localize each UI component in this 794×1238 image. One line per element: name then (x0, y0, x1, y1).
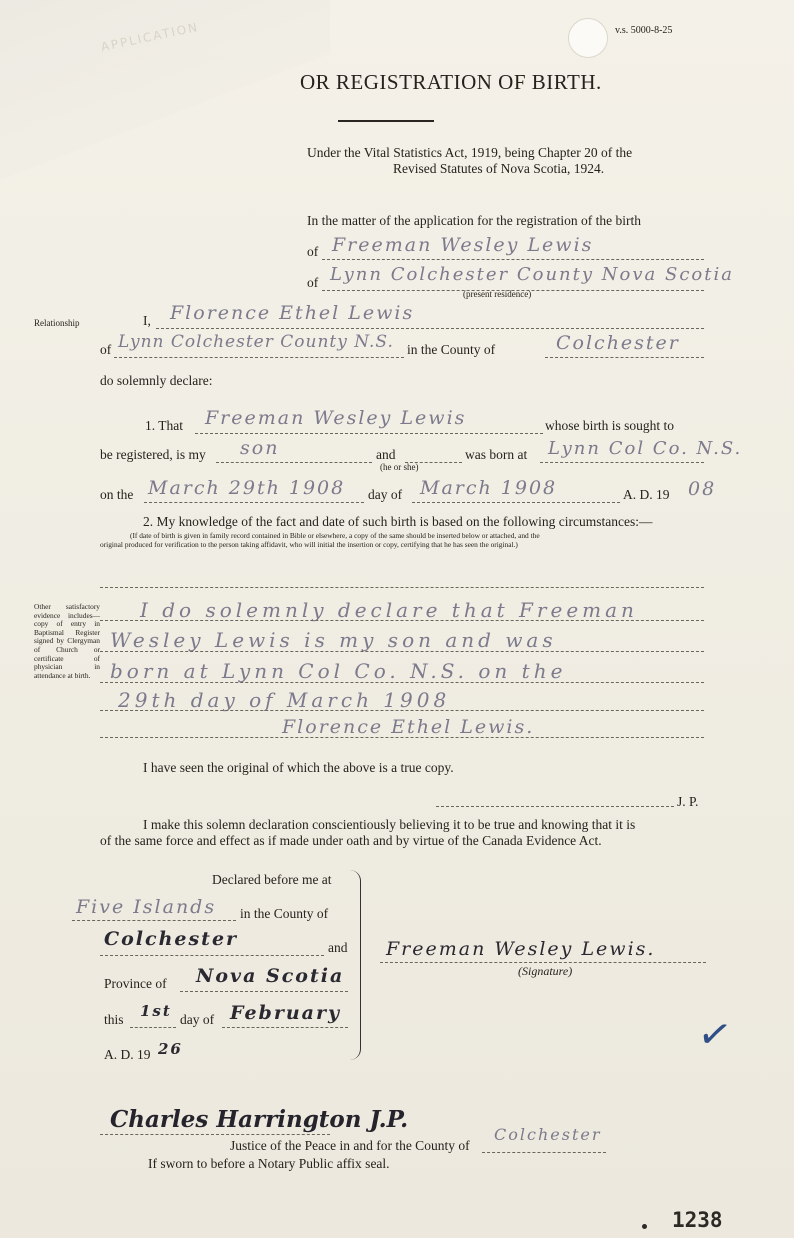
declared-before-label: Declared before me at (212, 872, 332, 887)
evidence-text-4: 29th day of March 1908 (118, 688, 451, 712)
line-relationship (216, 462, 372, 463)
residence-field: Lynn Colchester County Nova Scotia (330, 264, 734, 285)
born-at-field: Lynn Col Co. N.S. (548, 438, 743, 459)
birth-date-field: March 29th 1908 (148, 477, 346, 499)
relationship-label: Relationship (34, 318, 80, 328)
ad-year-2-field: 26 (158, 1040, 183, 1058)
declarant-name-field: Florence Ethel Lewis (170, 302, 415, 324)
line-county (545, 357, 704, 358)
and-label: and (376, 447, 396, 462)
evidence-line-2 (100, 651, 704, 652)
jp-signature: Charles Harrington J.P. (110, 1106, 409, 1133)
line-month (222, 1027, 348, 1028)
act-line-2: Revised Statutes of Nova Scotia, 1924. (393, 161, 605, 176)
day-of-label-2: day of (180, 1012, 215, 1027)
solemnly-declare: do solemnly declare: (100, 373, 213, 388)
line-jp-signature (100, 1134, 330, 1135)
item-2-note-2: original produced for verification to the person taking affidavit, who will initial the insertion or copy, certifying that he has seen the original.) (100, 540, 518, 549)
born-at-label: was born at (465, 447, 528, 462)
in-county-label: in the County of (407, 342, 496, 357)
province-label: Province of (104, 976, 167, 991)
notary-note: If sworn to before a Notary Public affix seal. (148, 1156, 390, 1171)
place-field: Five Islands (76, 896, 217, 918)
declaration-line-1: I make this solemn declaration conscientiously believing it to be true and knowing that it is (143, 817, 636, 832)
of-label-1: of (307, 244, 319, 259)
line-declarant (156, 328, 704, 329)
line-county-2 (100, 955, 324, 956)
evidence-line-4 (100, 710, 704, 711)
line-place (72, 920, 236, 921)
child-name-field: Freeman Wesley Lewis (332, 234, 594, 256)
matter-line: In the matter of the application for the registration of the birth (307, 213, 642, 228)
line-justice-county (482, 1152, 606, 1153)
item-2: 2. My knowledge of the fact and date of such birth is based on the following circumstances:— (143, 514, 653, 529)
ad-label: A. D. 19 (623, 487, 670, 502)
signature-field: Freeman Wesley Lewis. (386, 938, 656, 960)
form-code: v.s. 5000-8-25 (615, 25, 673, 36)
seen-original-text: I have seen the original of which the above is a true copy. (143, 760, 454, 775)
evidence-line-0 (100, 587, 704, 588)
registered-label: be registered, is my (100, 447, 206, 462)
evidence-text-5: Florence Ethel Lewis. (282, 716, 535, 738)
county-2-field: Colchester (104, 928, 239, 950)
county-field: Colchester (556, 332, 680, 354)
dot-mark (642, 1224, 647, 1229)
line-of-3 (114, 357, 404, 358)
province-field: Nova Scotia (196, 965, 345, 987)
in-county-label-2: in the County of (240, 906, 329, 921)
line-item-1 (195, 433, 543, 434)
day-of-label: day of (368, 487, 403, 502)
declarant-residence-field: Lynn Colchester County N.S. (118, 332, 394, 352)
faded-stamp: APPLICATION (99, 19, 201, 55)
line-province (180, 991, 348, 992)
month-field: February (230, 1002, 342, 1024)
declaration-line-2: of the same force and effect as if made under oath and by virtue of the Canada Evidence Act. (100, 833, 602, 848)
justice-county-field: Colchester (494, 1125, 602, 1144)
evidence-text-2: Wesley Lewis is my son and was (110, 628, 557, 652)
jp-label: J. P. (677, 794, 699, 809)
line-day-of (412, 502, 620, 503)
evidence-line-5 (100, 737, 704, 738)
signature-label: (Signature) (518, 964, 573, 978)
evidence-text-1: I do solemnly declare that Freeman (140, 598, 638, 622)
page-title: OR REGISTRATION OF BIRTH. (300, 70, 602, 94)
relationship-field: son (240, 437, 280, 459)
ad-year-field: 08 (688, 478, 717, 500)
act-line-1: Under the Vital Statistics Act, 1919, being Chapter 20 of the (307, 145, 633, 160)
check-mark-icon: ✓ (694, 1009, 736, 1061)
he-or-she-hint: (he or she) (380, 462, 419, 472)
of-label-2: of (307, 275, 319, 290)
birth-month-field: March 1908 (420, 477, 558, 499)
evidence-line-3 (100, 682, 704, 683)
this-label: this (104, 1012, 124, 1027)
on-the-label: on the (100, 487, 134, 502)
line-signature (380, 962, 706, 963)
line-born-at (540, 462, 704, 463)
present-residence-hint: (present residence) (463, 289, 532, 299)
line-of-1 (322, 259, 704, 260)
of-label-3: of (100, 342, 112, 357)
line-this (130, 1027, 176, 1028)
title-rule (338, 120, 434, 122)
item-1-start: 1. That (145, 418, 183, 433)
item-1-name-field: Freeman Wesley Lewis (205, 407, 467, 429)
and-label-2: and (328, 940, 348, 955)
item-1-end: whose birth is sought to (545, 418, 675, 433)
side-note: Other satisfactory evidence includes—copy of entry in Baptismal Register signed by Clergyman of Church or certificate of physician in attendance at birth. (34, 602, 100, 680)
page-number: 1238 (672, 1208, 723, 1232)
ad-label-2: A. D. 19 (104, 1047, 151, 1062)
line-jp (436, 806, 674, 807)
i-label: I, (143, 313, 151, 328)
item-2-note-1: (If date of birth is given in family record contained in Bible or elsewhere, a copy of the same should be inserted below or attached, and the (130, 531, 540, 540)
punch-hole (568, 18, 608, 58)
declaration-brace (350, 870, 361, 1060)
evidence-text-3: born at Lynn Col Co. N.S. on the (110, 659, 567, 683)
day-field: 1st (140, 1002, 172, 1020)
line-on-the (144, 502, 364, 503)
justice-label: Justice of the Peace in and for the County of (230, 1138, 470, 1153)
evidence-line-1 (100, 620, 704, 621)
